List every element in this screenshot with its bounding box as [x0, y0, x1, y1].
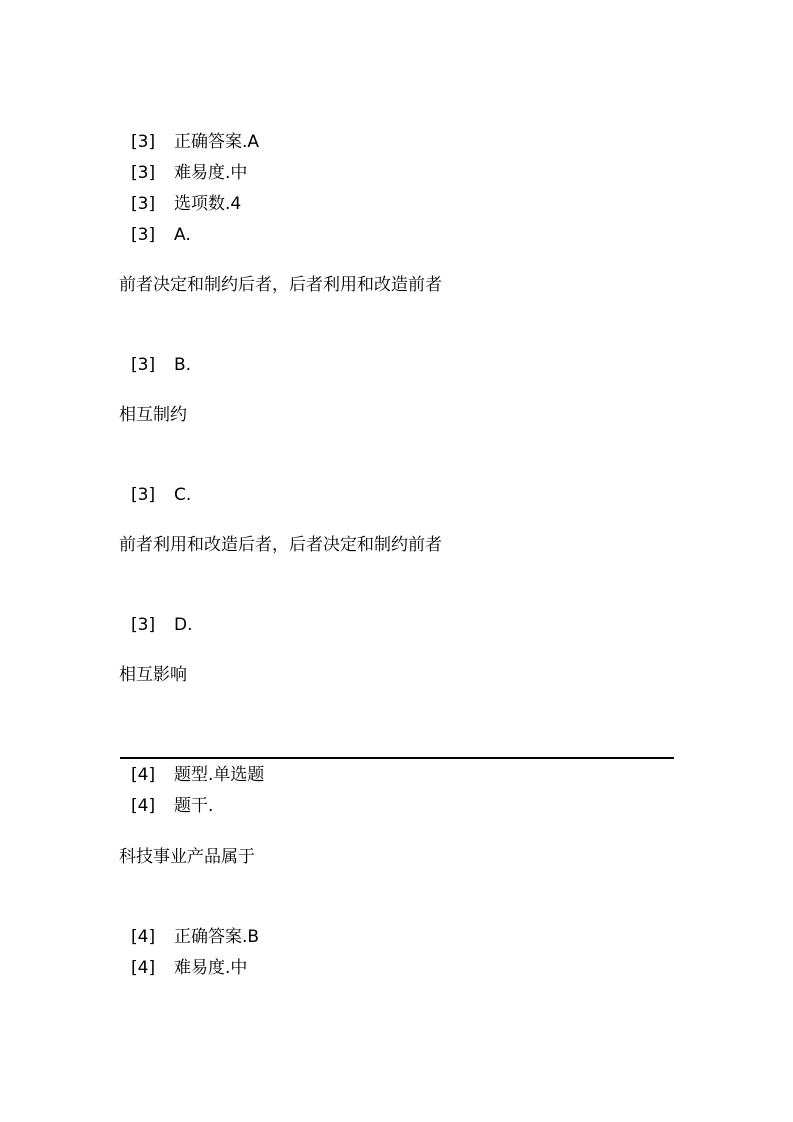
option-label: A.	[174, 225, 191, 245]
question-number: [3]	[131, 194, 156, 214]
q3-answer-line	[131, 131, 259, 153]
q3-option-count-line	[131, 193, 241, 215]
stem-label-text: 题干.	[174, 796, 214, 816]
q4-difficulty-line	[131, 957, 247, 979]
option-label: B.	[174, 355, 192, 375]
question-divider	[120, 757, 674, 759]
question-number: [3]	[131, 225, 156, 245]
q3-option-d-text: 相互影响	[119, 665, 187, 685]
question-number: [3]	[131, 163, 156, 183]
q4-stem-label-line	[131, 795, 213, 817]
option-label: D.	[174, 615, 193, 635]
question-number: [3]	[131, 355, 156, 375]
q3-option-a-text: 前者决定和制约后者，后者利用和改造前者	[119, 275, 442, 295]
question-number: [3]	[131, 485, 156, 505]
question-number: [4]	[131, 796, 156, 816]
q3-option-b-label-line	[131, 354, 191, 376]
q3-option-c-text: 前者利用和改造后者，后者决定和制约前者	[119, 535, 442, 555]
q4-answer-line	[131, 926, 259, 948]
question-number: [3]	[131, 615, 156, 635]
option-count-text: 选项数.4	[174, 194, 242, 214]
q3-option-b-text: 相互制约	[119, 405, 187, 425]
difficulty-text: 难易度.中	[174, 958, 248, 978]
question-number: [4]	[131, 958, 156, 978]
q4-type-line	[131, 764, 264, 786]
question-number: [4]	[131, 765, 156, 785]
q4-stem-text: 科技事业产品属于	[119, 847, 255, 867]
difficulty-text: 难易度.中	[174, 163, 248, 183]
question-number: [4]	[131, 927, 156, 947]
type-text: 题型.单选题	[174, 765, 265, 785]
answer-text: 正确答案.B	[174, 927, 260, 947]
answer-text: 正确答案.A	[174, 132, 260, 152]
option-label: C.	[174, 485, 192, 505]
question-number: [3]	[131, 132, 156, 152]
q3-option-c-label-line	[131, 484, 191, 506]
q3-difficulty-line	[131, 162, 247, 184]
q3-option-d-label-line	[131, 614, 193, 636]
q3-option-a-label-line	[131, 224, 191, 246]
